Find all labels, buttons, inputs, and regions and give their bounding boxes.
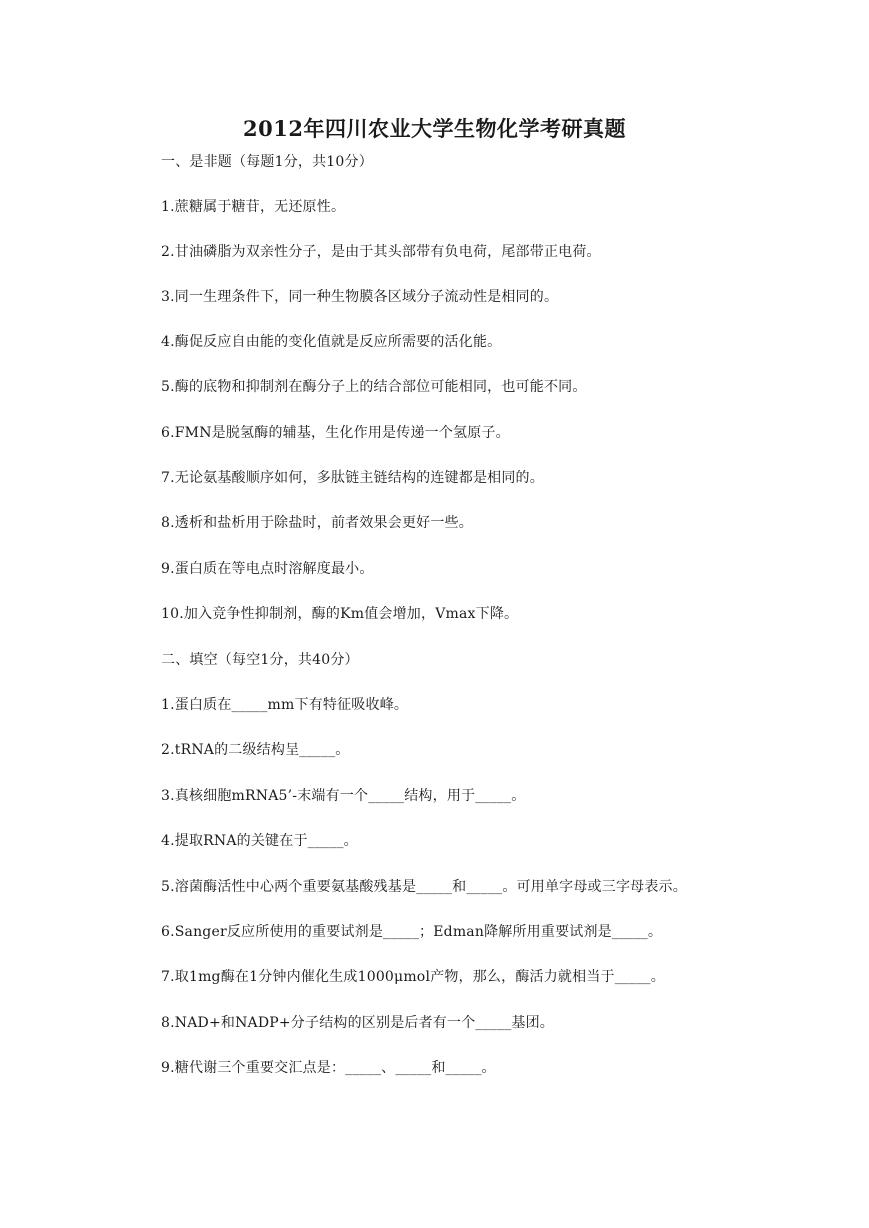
page-title: 2012年四川农业大学生物化学考研真题 [243, 116, 626, 141]
list-item: 2.甘油磷脂为双亲性分子，是由于其头部带有负电荷，尾部带正电荷。 [161, 244, 601, 260]
list-item: 10.加入竞争性抑制剂，酶的Km值会增加，Vmax下降。 [161, 606, 519, 622]
list-item: 6.FMN是脱氢酶的辅基，生化作用是传递一个氢原子。 [161, 425, 510, 441]
list-item: 7.无论氨基酸顺序如何，多肽链主链结构的连键都是相同的。 [161, 470, 544, 486]
list-item: 6.Sanger反应所使用的重要试剂是_____；Edman降解所用重要试剂是_____。 [161, 924, 663, 940]
list-item: 7.取1mg酶在1分钟内催化生成1000μmol产物，那么，酶活力就相当于_____。 [161, 969, 665, 985]
list-item: 9.蛋白质在等电点时溶解度最小。 [161, 561, 374, 577]
list-item: 3.真核细胞mRNA5’-末端有一个_____结构，用于_____。 [161, 788, 526, 804]
section-heading-true-false: 一、是非题（每题1分，共10分） [161, 154, 373, 170]
list-item: 5.酶的底物和抑制剂在酶分子上的结合部位可能相同，也可能不同。 [161, 379, 587, 395]
list-item: 5.溶菌酶活性中心两个重要氨基酸残基是_____和_____。可用单字母或三字母表示。 [161, 879, 687, 895]
list-item: 4.酶促反应自由能的变化值就是反应所需要的活化能。 [161, 334, 502, 350]
list-item: 8.NAD+和NADP+分子结构的区别是后者有一个_____基团。 [161, 1015, 555, 1031]
list-item: 4.提取RNA的关键在于_____。 [161, 833, 358, 849]
list-item: 3.同一生理条件下，同一种生物膜各区域分子流动性是相同的。 [161, 289, 559, 305]
list-item: 2.tRNA的二级结构呈_____。 [161, 742, 350, 758]
list-item: 1.蛋白质在_____mm下有特征吸收峰。 [161, 697, 409, 713]
list-item: 1.蔗糖属于糖苷，无还原性。 [161, 199, 346, 215]
list-item: 9.糖代谢三个重要交汇点是：_____、_____和_____。 [161, 1060, 496, 1076]
list-item: 8.透析和盐析用于除盐时，前者效果会更好一些。 [161, 515, 473, 531]
section-heading-fill-blank: 二、填空（每空1分，共40分） [161, 652, 359, 668]
